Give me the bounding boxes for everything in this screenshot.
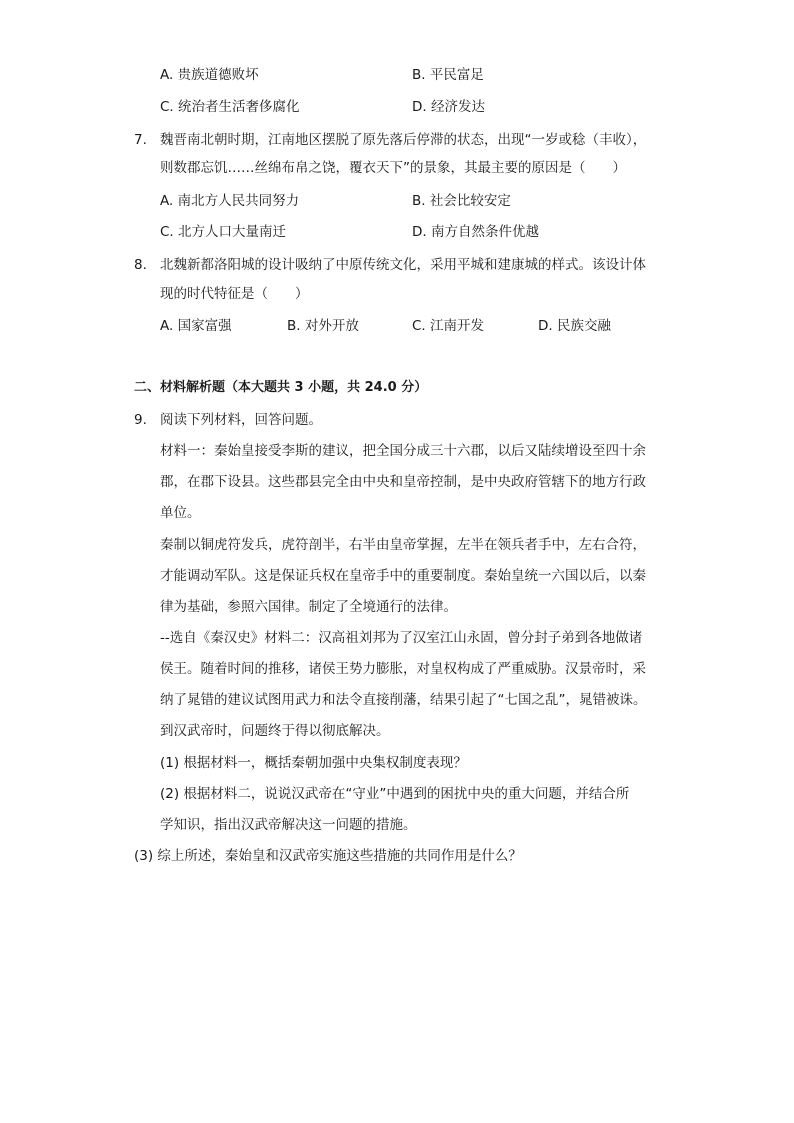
- q9-line-8: --选自《秦汉史》材料二：汉高祖刘邦为了汉室江山永固，曾分封子弟到各地做诸: [160, 630, 643, 646]
- q7-stem-line-2: 则数郡忘饥……丝绵布帛之饶，覆衣天下”的景象，其最主要的原因是（ ）: [160, 160, 626, 176]
- q9-line-3: 郡，在郡下设县。这些郡县完全由中央和皇帝控制，是中央政府管辖下的地方行政: [160, 474, 646, 490]
- q8-stem-line-2: 现的时代特征是（ ）: [160, 286, 309, 302]
- q9-number: 9.: [134, 412, 147, 428]
- q9-line-4: 单位。: [160, 505, 201, 521]
- q8-number: 8.: [134, 257, 147, 273]
- q7-option-a: A. 南北方人民共同努力: [160, 193, 300, 209]
- q6-option-a: A. 贵族道德败坏: [160, 67, 259, 83]
- section-title: 二、材料解析题（本大题共 3 小题，共 24.0 分）: [134, 380, 428, 395]
- q8-option-d: D. 民族交融: [538, 318, 611, 334]
- q9-line-11: 到汉武帝时，问题终于得以彻底解决。: [160, 723, 390, 739]
- q8-stem-line-1: 北魏新都洛阳城的设计吸纳了中原传统文化，采用平城和建康城的样式。该设计体: [160, 257, 646, 273]
- q7-option-d: D. 南方自然条件优越: [412, 224, 539, 240]
- q9-sub2-line-1: (2) 根据材料二，说说汉武帝在“守业”中遇到的困扰中央的重大问题，并结合所: [160, 786, 630, 802]
- q8-option-c: C. 江南开发: [412, 318, 485, 334]
- q7-option-c: C. 北方人口大量南迁: [160, 224, 287, 240]
- q9-line-9: 侯王。随着时间的推移，诸侯王势力膨胀，对皇权构成了严重威胁。汉景帝时，采: [160, 661, 646, 677]
- q9-sub3: (3) 综上所述，秦始皇和汉武帝实施这些措施的共同作用是什么？: [134, 848, 522, 864]
- q7-option-b: B. 社会比较安定: [412, 193, 511, 209]
- q6-option-b: B. 平民富足: [412, 67, 484, 83]
- q9-line-10: 纳了晁错的建议试图用武力和法令直接削藩，结果引起了“七国之乱”，晁错被诛。: [160, 692, 647, 708]
- q7-number: 7.: [134, 132, 147, 148]
- q6-option-d: D. 经济发达: [412, 99, 485, 115]
- q9-sub1: (1) 根据材料一，概括秦朝加强中央集权制度表现？: [160, 755, 467, 771]
- q9-line-6: 才能调动军队。这是保证兵权在皇帝手中的重要制度。秦始皇统一六国以后，以秦: [160, 568, 646, 584]
- q9-line-1: 阅读下列材料，回答问题。: [160, 412, 322, 428]
- q9-line-5: 秦制以铜虎符发兵，虎符剖半，右半由皇帝掌握，左半在领兵者手中，左右合符，: [160, 537, 646, 553]
- q9-line-2: 材料一：秦始皇接受李斯的建议，把全国分成三十六郡，以后又陆续增设至四十余: [160, 443, 646, 459]
- q8-option-a: A. 国家富强: [160, 318, 232, 334]
- q9-sub2-line-2: 学知识，指出汉武帝解决这一问题的措施。: [160, 817, 417, 833]
- q9-line-7: 律为基础，参照六国律。制定了全境通行的法律。: [160, 599, 457, 615]
- q7-stem-line-1: 魏晋南北朝时期，江南地区摆脱了原先落后停滞的状态，出现“一岁或稔（丰收），: [160, 132, 647, 148]
- q8-option-b: B. 对外开放: [287, 318, 359, 334]
- q6-option-c: C. 统治者生活奢侈腐化: [160, 99, 300, 115]
